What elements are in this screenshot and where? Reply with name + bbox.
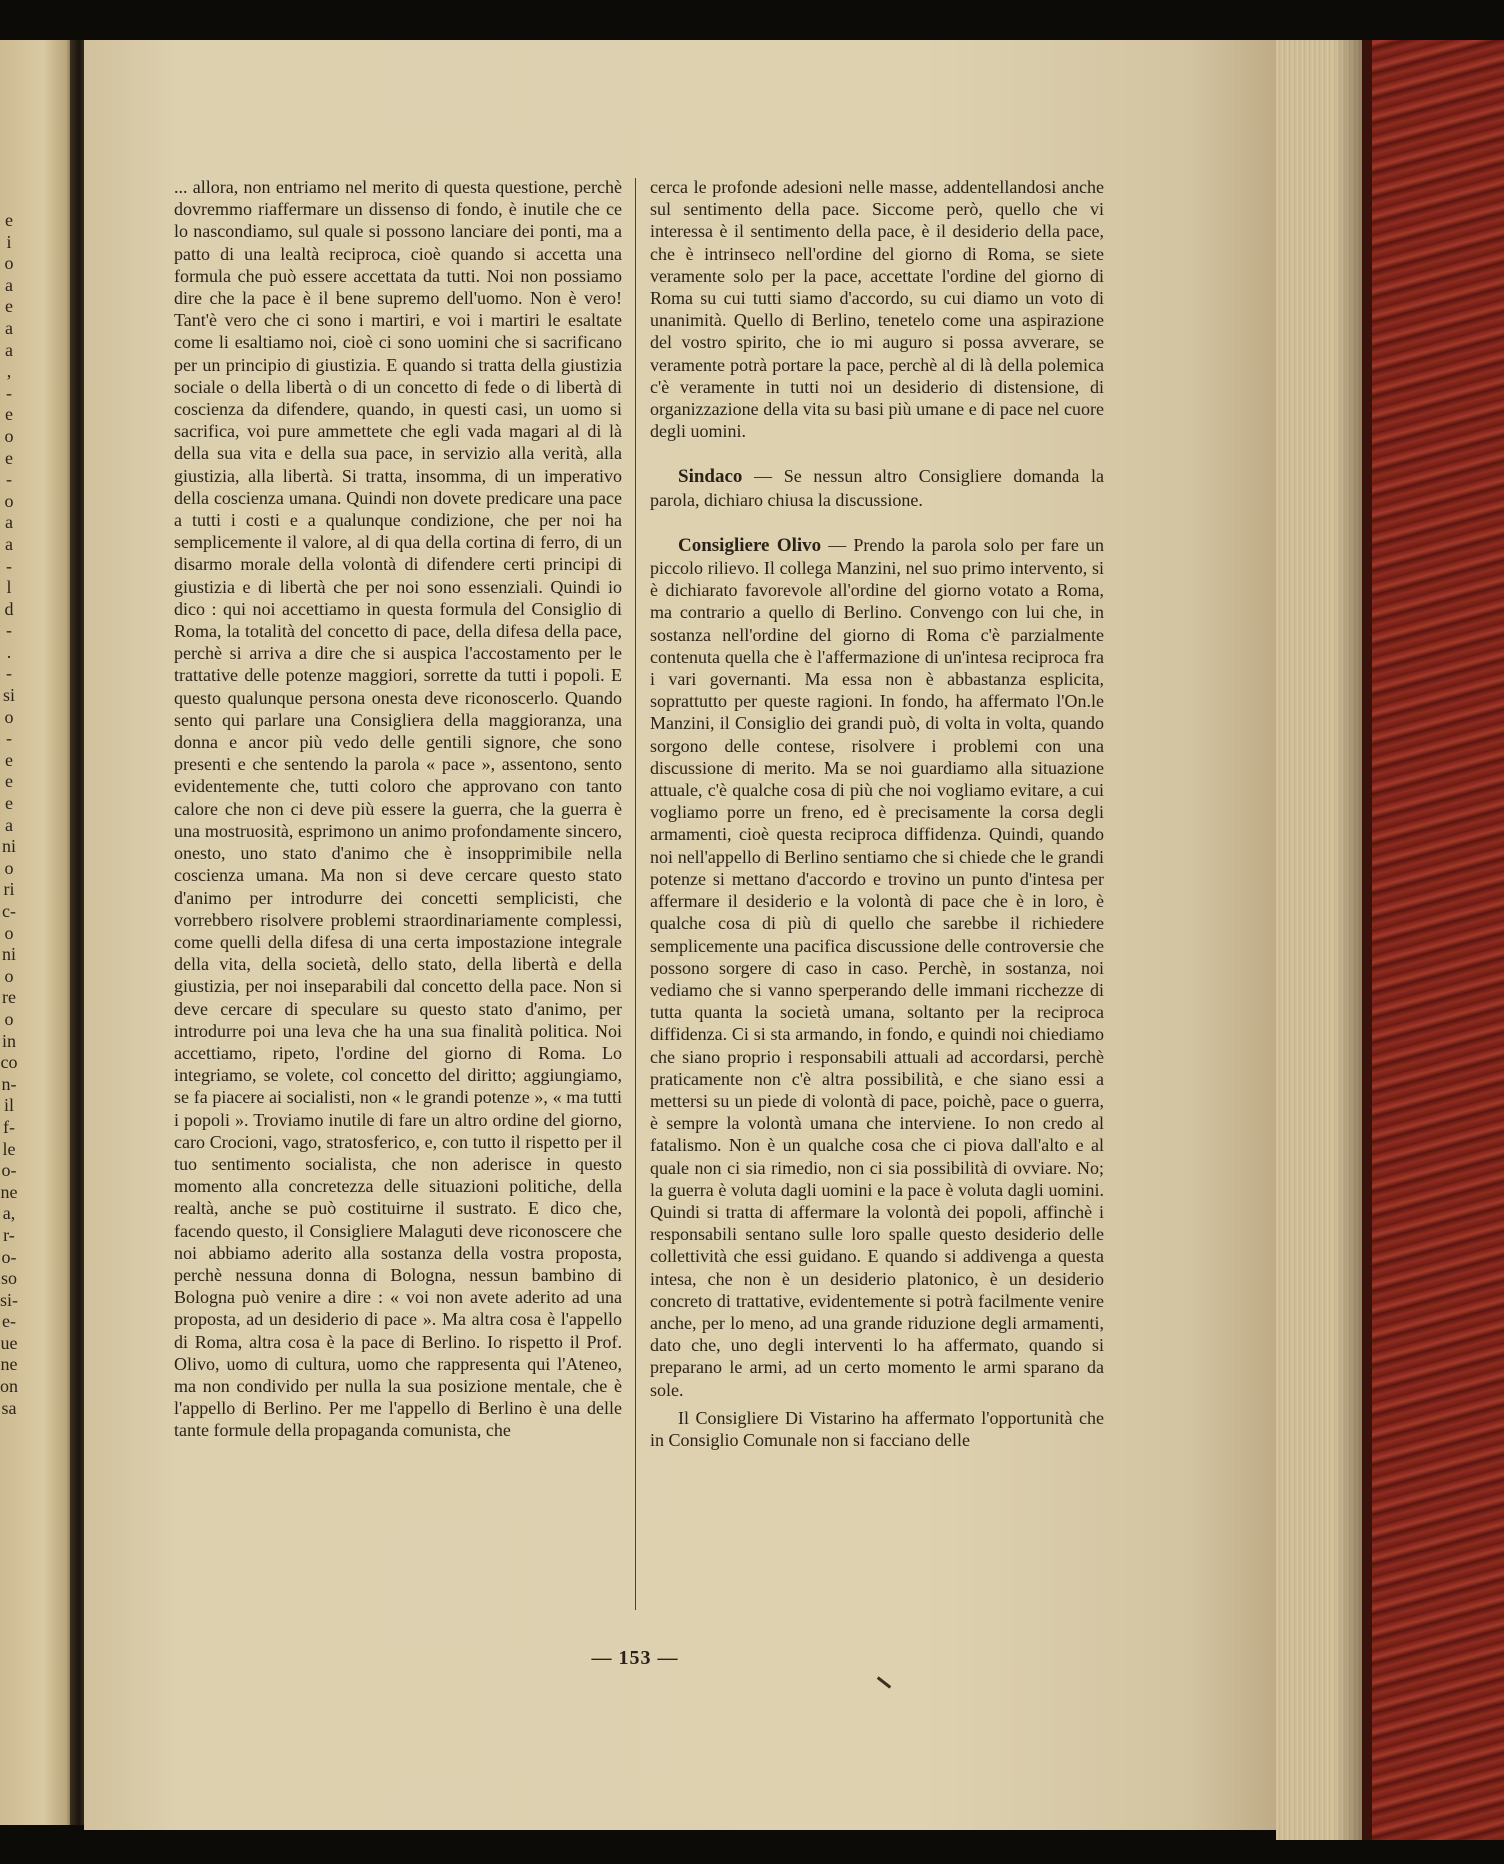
facing-page-left [0,40,72,1825]
facing-page-fragment: c- [2,901,16,921]
facing-page-fragment: a [5,274,13,295]
facing-page-fragment: e [5,296,13,317]
facing-page-fragment: e [5,210,13,230]
facing-page-fragment: a [5,339,13,360]
facing-page-fragment: e- [2,1311,16,1332]
facing-page-fragment: ni [1,944,16,965]
facing-page-fragment: - [6,620,12,641]
facing-page-fragment: o [4,857,14,878]
left-column [174,176,622,1442]
facing-page-fragment: , [6,361,12,382]
facing-page-fragment: . [6,641,12,662]
facing-page-fragment: - [6,663,12,684]
sindaco-paragraph [650,465,1104,510]
facing-page-fragment: il [3,1095,14,1116]
facing-page-fragment: so [0,1268,17,1289]
facing-page-fragment: - [6,382,12,403]
facing-page-fragment: e [5,793,13,814]
sindaco-text: — Se nessun altro Consigliere domanda la parola, dichiaro chiusa la discussione. [650,466,1104,510]
facing-page-fragment: ue [0,1332,18,1353]
facing-page-fragment: a [5,814,13,835]
facing-page-fragment: re [2,987,16,1008]
facing-page-fragment: in [1,1030,16,1051]
facing-page-fragment: sa [1,1397,17,1418]
olivo-paragraph [650,534,1104,1401]
facing-page-fragment: o- [1,1160,17,1181]
facing-page-fragment: ne [0,1181,18,1202]
facing-page-fragment: d [4,598,14,619]
facing-page-fragment: o- [1,1246,17,1267]
final-paragraph: Il Consigliere Di Vistarino ha affermato l'opportunità che in Consiglio Comunale non si facciano delle [650,1407,1104,1450]
facing-page-fragment: - [6,469,12,490]
facing-page-fragment: si [2,685,15,706]
facing-page-fragment: a [5,533,13,554]
page-number: — 153 — [591,1647,679,1669]
facing-page-fragment: e [5,749,13,770]
facing-page-fragment: o [4,706,14,727]
facing-page-fragment: n- [1,1073,17,1094]
facing-page-fragment: o [4,425,14,446]
facing-page-fragment: i [6,231,12,252]
facing-page-fragment: co [0,1052,18,1073]
facing-page-fragment: on [0,1376,18,1397]
left-column-text: ... allora, non entriamo nel merito di questa questione, perchè dovremmo riaffermare un dissenso di fondo, è inutile che ce lo nascondiamo, sul quale si possono lanciare dei ponti, ma a patto di una lealtà reciproca, cioè quando si accetta una formula che può essere accettata da tutti. Noi non possiamo dire che la pace è il bene supremo dell'uomo. Non è vero! Tant'è vero che ci sono i martiri, e voi i martiri le esaltate come li esaltiamo noi, cioè ci sono uomini che si sacrificano per un principio di giustizia. E quando si tratta della giustizia sociale o della libertà o di un concetto di fede o di libertà di coscienza da difendere, quando, in questi casi, un uomo si sacrifica, voi pure ammettete che egli vada magari al di là della sua vita e della sua pace, in servizio alla verità, alla giustizia, alla libertà. Si tratta, insomma, di un imperativo della coscienza umana. Quindi non dovete predicare una pace a tutti i costi e a qualunque condizione, che per noi ha semplicemente il valore, al di qua della cortina di ferro, di un disarmo morale della volontà di difendere certi principi di giustizia e di libertà che per noi sono essenziali. Quindi io dico : qui noi accettiamo in questa formula del Consiglio di Roma, la totalità del concetto di pace, della difesa della pace, perchè si arriva a dire che si auspica l'accostamento per le trattative delle potenze maggiori, sorrette da tutti i popoli. E questo qualunque persona onesta deve riconoscerlo. Quando sento qui parlare una Consigliera della maggioranza, una donna e ancor più vedo delle gentili signore, che sono presenti e che sentendo la parola « pace », assentono, sento evidentemente che, tutti coloro che approvano con tanto calore che non ci deve più essere la guerra, che la guerra è una mostruosità, esprimono un animo profondamente sincero, onesto, uno stato d'animo che è insopprimibile nella coscienza umana. Ma non si deve cercare questo stato d'animo per introdurre dei concetti semplicisti, che vorrebbero risolvere problemi straordinariamente complessi, come quelli della difesa di una certa impostazione integrale della vita, della società, dello stato, della libertà e della giustizia, per noi inseparabili dal concetto della pace. Non si deve cercare di speculare su questo stato d'animo, per introdurre poi una leva che ha una sua finalità politica. Noi accettiamo, ripeto, l'ordine del giorno di Roma. Lo integriamo, se volete, col concetto del diritto; aggiungiamo, se fa piacere ai socialisti, non « le grandi potenze », « ma tutti i popoli ». Troviamo inutile di fare un altro ordine del giorno, caro Crocioni, vago, stratosferico, e, con tutto il rispetto per il tuo sentimento socialista, che non aderisce in questo momento alla concretezza delle situazioni politiche, della realtà, anche se può costituirne il sustrato. E dico che, facendo questo, il Consigliere Malaguti deve riconoscere che noi abbiamo aderito alla sostanza della vostra proposta, perchè nessuna donna di Bologna, nessun bambino di Bologna può venire a dire : « voi non avete aderito ad una proposta, ad un desiderio di pace ». Ma altra cosa è l'appello di Roma, altra cosa è la pace di Berlino. Io rispetto il Prof. Olivo, uomo di cultura, uomo che rappresenta qui l'Ateneo, ma non condivido per nulla la sua posizione mentale, che è l'appello di Berlino. Per me l'appello di Berlino è una delle tante formule della propaganda comunista, che [174,177,622,1441]
right-column [650,176,1104,1451]
facing-page-fragment: a [5,512,13,533]
facing-page-fragment: o [4,965,14,986]
facing-page-text-fragments [0,210,18,1610]
column-divider [635,178,636,1610]
facing-page-fragment: o [4,1008,14,1029]
speaker-olivo: Consigliere Olivo [678,534,822,556]
facing-page-fragment: a [5,317,13,338]
facing-page-fragment: r- [3,1224,15,1245]
facing-page-fragment: o [4,922,14,943]
facing-page-fragment: si- [0,1289,18,1310]
marbled-cover [1362,40,1504,1840]
facing-page-fragment: - [6,728,12,749]
facing-page-fragment: l [6,577,12,598]
facing-page-fragment: e [5,447,13,468]
speaker-sindaco: Sindaco [678,466,743,488]
continuation-paragraph: cerca le profonde adesioni nelle masse, addentellandosi anche sul sentimento della pace. Siccome però, quello che vi interessa è il sentimento della pace, è il desiderio della pace, che è intrinseco nell'ordine del giorno di Roma, se siete veramente solo per la pace, accettate l'ordine del giorno di Roma su cui tutti siamo d'accordo, su cui diamo un voto di unanimità. Quello di Berlino, tenetelo come una aspirazione del vostro spirito, che io mi auguro si possa avverare, se veramente potrà portare la pace, perchè al di là della polemica c'è veramente in tutti noi un desiderio di distensione, di organizzazione della vita su basi più umane e di pace nel cuore degli uomini. [650,177,1104,442]
page-block-edges [1276,40,1364,1840]
facing-page-fragment: o [4,490,14,511]
facing-page-fragment: e [5,771,13,792]
facing-page-fragment: ri [3,879,15,900]
facing-page-fragment: le [2,1138,16,1159]
olivo-text: — Prendo la parola solo per fare un piccolo rilievo. Il collega Manzini, nel suo primo intervento, si è dichiarato favorevole all'ordine del giorno votato a Roma, ma contrario a quello di Berlino. Convengo con lui che, in sostanza nell'ordine del giorno di Roma c'è parzialmente contenuta quella che è l'affermazione di un'intesa reciproca fra i vari governanti. Ma essa non è abbastanza esplicita, soprattutto per queste ragioni. In fondo, ha affermato l'On.le Manzini, il Consiglio dei grandi può, di volta in volta, quando sorgono delle contese, risolvere i problemi con una discussione di merito. Ma se noi guardiamo alla situazione attuale, c'è qualche cosa di più che noi vogliamo evitare, a cui vogliamo porre un freno, ed è precisamente la corsa degli armamenti, cioè questa reciproca diffidenza. Quindi, quando noi nell'appello di Berlino sentiamo che si chiede che le grandi potenze si mettano d'accordo e trovino un punto d'intesa per affermare il desiderio e la volontà di pace che è in loro, è qualche cosa di più di quello che sarebbe il richiedere semplicemente una pacifica discussione delle controversie che possono sorgere di caso in caso. Perchè, in sostanza, noi vediamo che si vanno sperperando delle immani ricchezze di tutta quanta la società umana, soltanto per la reciproca diffidenza. Ci si sta armando, in fondo, e quindi noi chiediamo che siano proprio i responsabili attuali ad accordarsi, perchè praticamente non c'è altra possibilità, e che siano essi a mettersi su un piede di volontà di pace, poichè, pace o guerra, è sempre la volontà umana che interviene. Io non credo al fatalismo. Non è un qualche cosa che ci piova dall'alto e al quale non ci sia rimedio, non ci sia possibilità di ovviare. No; la guerra è voluta dagli uomini e la pace è voluta dagli uomini. Quindi si tratta di affermare la volontà dei popoli, affinchè i responsabili sentano sulle loro spalle questo desiderio delle collettività che essi guidano. E quando si addivenga a questa intesa, che non è un desiderio platonico, è un desiderio concreto di trattative, evidentemente si potrà facilmente venire anche, per lo meno, ad una grande riduzione degli armamenti, dato che, uno degli interventi lo ha affermato, quando si preparano le armi, ad un certo momento le armi sparano da sole. [650,534,1105,1400]
facing-page-fragment: ni [1,836,16,857]
facing-page-fragment: e [5,404,13,425]
facing-page-fragment: ne [0,1354,18,1375]
facing-page-fragment: f- [3,1116,15,1137]
facing-page-fragment: a, [2,1203,16,1224]
facing-page-fragment: - [6,555,12,576]
facing-page-fragment: o [4,253,14,274]
